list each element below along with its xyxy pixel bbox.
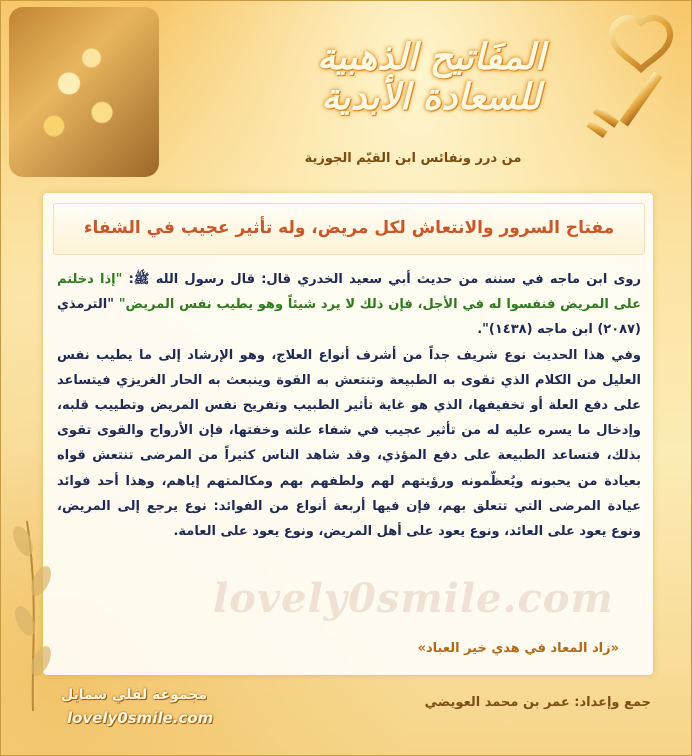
credit-text: جمع وإعداد: عمر بن محمد العويضي	[424, 695, 651, 710]
leaf-branch-icon	[3, 481, 63, 711]
site-link[interactable]: lovely0smile.com	[67, 709, 214, 727]
title-line-1: المفَاتيح الذهبية	[317, 36, 545, 78]
article-body	[57, 267, 641, 544]
hadith-text: "إذا دخلتم على المريض فنفسوا له في الأجل، فإن ذلك لا يرد شيئاً وهو يطيب نفس المريض"	[57, 272, 641, 313]
title-block	[291, 37, 571, 117]
title-line-2: للسعادة الأبدية	[321, 76, 541, 118]
treasure-chest-icon	[9, 7, 159, 177]
article-heading: مفتاح السرور والانتعاش لكل مريض، وله تأثير عجيب في الشفاء	[83, 218, 615, 238]
watermark: lovely0smile.com	[213, 575, 614, 622]
source-citation: «زاد المعاد في هدي خير العباد»	[417, 641, 619, 656]
intro-text: روى ابن ماجه في سننه من حديث أبي سعيد الخدري قال: قال رسول الله ﷺ:	[122, 272, 641, 287]
heading-box	[53, 203, 645, 255]
subtitle: من درر ونفائس ابن القيّم الجوزية	[304, 151, 522, 166]
body-text: وفي هذا الحديث نوع شريف جداً من أشرف أنواع العلاج، وهو الإرشاد إلى ما يطيب نفس العليل من الكلام الذي تقوى به الطبيعة وتنتعش به القوة وينبعث به الحار الغريزي فيتساعد على دفع العلة أو تخفيفها، الذي هو غاية تأثير الطبيب وتفريح نفس المريض وتطييب قلبه، وإدخال ما يسره عليه له من تأثير عجيب في شفاء علته وخفتها، فإن الأرواح والقوى تقوى بذلك، فتساعد الطبيعة على دفع المؤذي، وقد شاهد الناس كثيراً من المرضى تنتعش قواه بعيادة من يحبونه ويُعظّمونه ورؤيتهم لهم ولطفهم بهم ومكالمتهم إياهم، وهذا أحد فوائد عيادة المرضى التي تتعلق بهم، فإن فيها أربعة أنواع من الفوائد: نوع يرجع إلى المريض، ونوع يعود على العائد، ونوع يعود على أهل المريض، ونوع يعود على العامة.	[57, 347, 641, 540]
site-name-arabic[interactable]: مجموعة لفلي سمايل	[61, 687, 208, 703]
content-panel	[43, 193, 653, 675]
reference-text: "الترمذي (٢٠٨٧) ابن ماجه (١٤٣٨)".	[57, 297, 641, 338]
